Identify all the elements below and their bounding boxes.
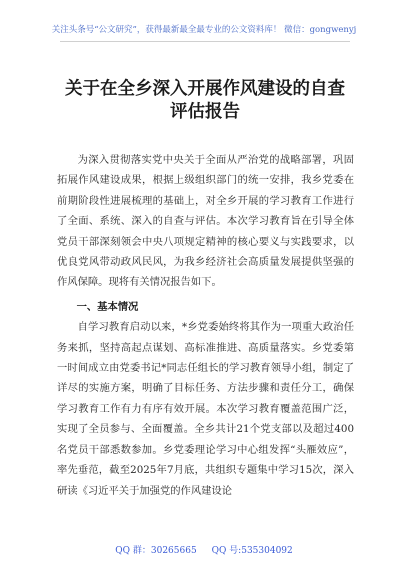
title-line-1: 关于在全乡深入开展作风建设的自查 [65,79,345,99]
intro-paragraph: 为深入贯彻落实党中央关于全面从严治党的战略部署，巩固拓展作风建设成果，根据上级组织部门的统一安排，我乡党委在前期阶段性进展梳理的基础上，对全乡开展的学习教育工作进行了全面、系统、深入的自查与评估。本次学习教育旨在引导全体党员干部深刻领会中央八项规定精神的核心要义与实践要求，以优良党风带动政风民风，为我乡经济社会高质量发展提供坚强的作风保障。现将有关情况报告如下。 [57,154,354,289]
title-line-2: 评估报告 [170,102,240,122]
section-1-paragraph: 自学习教育启动以来，*乡党委始终将其作为一项重大政治任务来抓，坚持高起点谋划、高标准推进、高质量落实。乡党委第一时间成立由党委书记*同志任组长的学习教育领导小组，制定了详尽的实施方案，明确了目标任务、方法步骤和责任分工，确保学习教育工作有力有序有效开展。本次学习教育覆盖范围广泛，实现了全员参与、全面覆盖。全乡共计21个党支部以及超过400名党员干部悉数参加。乡党委理论学习中心组发挥“头雁效应”，率先垂范，截至2025年7月底，共组织专题集中学习15次，深入研读《习近平关于加强党的作风建设论 [57,321,354,497]
header-divider [60,41,350,42]
document-body [57,150,354,501]
qq-number: QQ 号:535304092 [211,546,293,556]
section-heading-basic-situation: 一、基本情况 [76,300,139,313]
header-notice: 关注头条号“公文研究”，获得最新最全最专业的公文资料库！ 微信：gongwenyj [51,25,357,35]
qq-group: QQ 群：30265665 [115,546,197,556]
footer-contact [0,543,408,556]
document-title [40,78,370,124]
